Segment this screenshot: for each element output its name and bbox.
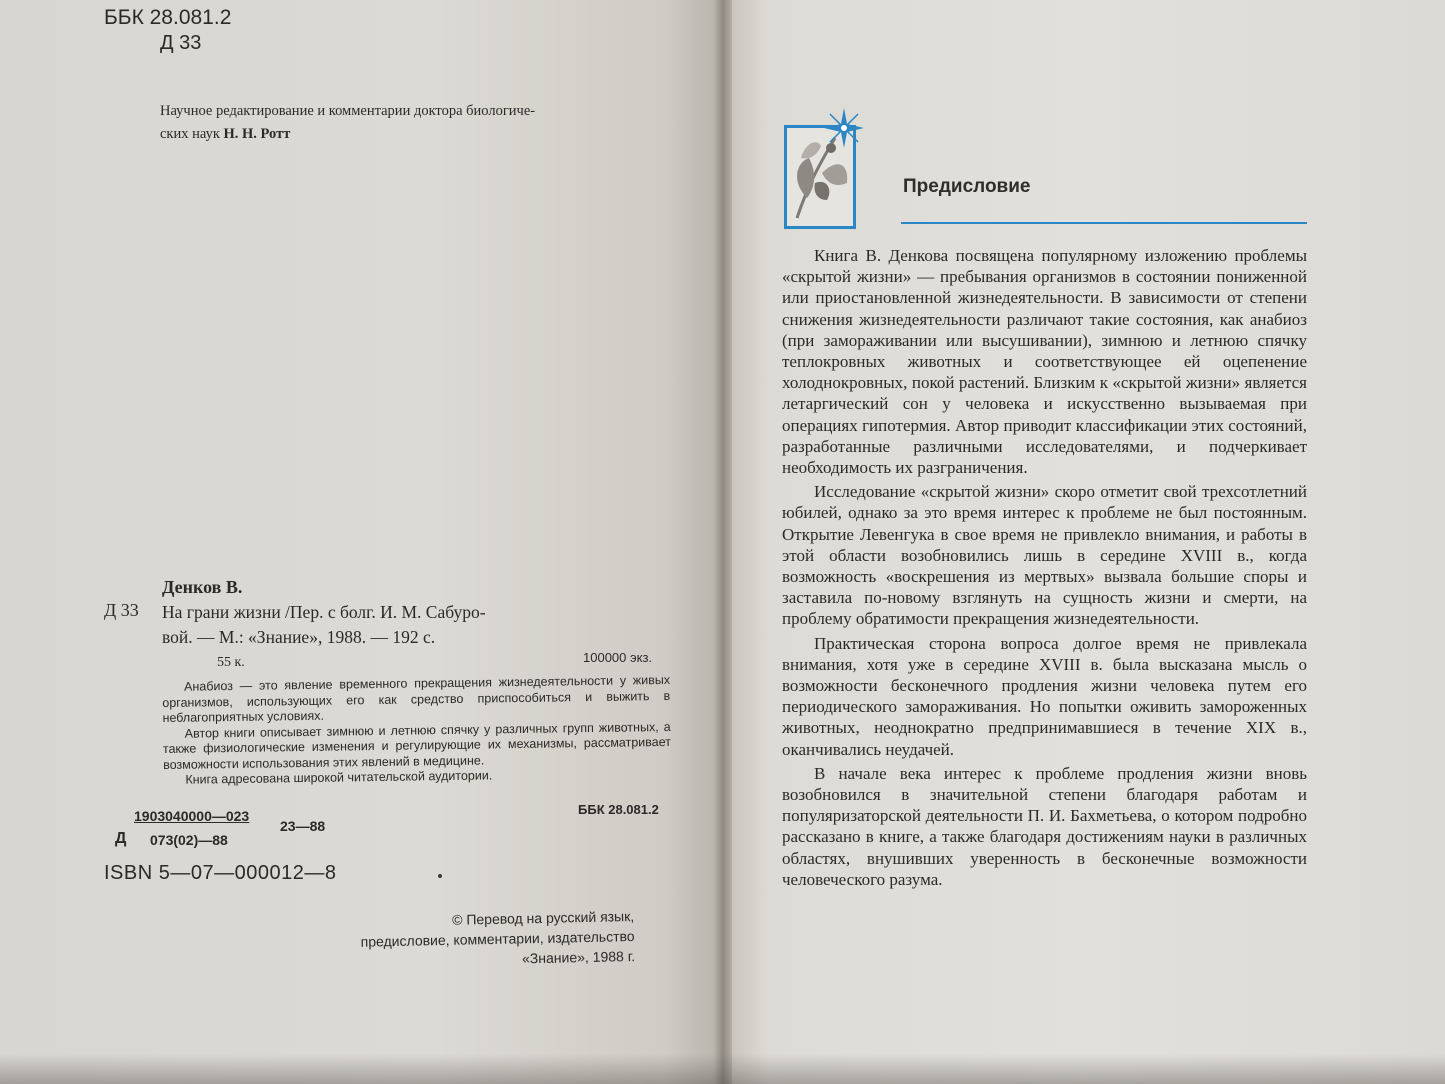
foreword-body	[782, 245, 1307, 893]
index-code-top: Д 33	[160, 32, 202, 54]
card-title-line1: На грани жизни /Пер. с болг. И. М. Сабуро-	[162, 602, 486, 622]
foreword-paragraph: В начале века интерес к проблеме продления жизни вновь возобновился в значительной степени благодаря работам и популяризаторской деятельности П. И. Бахметьева, о котором подробно рассказано в книге, а также благодаря достижениям науки в различных областях, внушивших уверенность в бесконечные возможности человеческого разума.	[782, 763, 1307, 889]
card-code-numerator: 1903040000—023	[134, 808, 250, 824]
foreword-paragraph: Исследование «скрытой жизни» скоро отметит свой трехсотлетний юбилей, однако за это время интерес к проблеме не был постоянным. Открытие Левенгука в свое время не привлекло внимания, и работы в этой области возобновились лишь в середине XVIII в., когда возможность «воскрешения из мертвых» вызвала большие споры и заставила по-новому взглянуть на сущность жизни и смерти, на проблему обратимости прекращения жизнедеятельности.	[782, 482, 1307, 629]
card-title	[162, 600, 486, 650]
card-copies: 100000 экз.	[583, 650, 653, 665]
editor-credit-prefix: ских наук	[160, 126, 224, 142]
card-annotation	[162, 673, 671, 789]
sparkle-star-icon	[822, 106, 866, 150]
card-index: Д 33	[104, 600, 139, 620]
card-price: 55 к.	[217, 655, 245, 670]
table-shadow	[0, 1054, 1445, 1084]
copyright-line1: © Перевод на русский язык,	[451, 907, 635, 928]
annotation-paragraph: Анабиоз — это явление временного прекращения жизнедеятельности у живых организмов, использующих его как средство приспособиться и выжить в неблагоприятных условиях.	[162, 672, 671, 725]
print-speck	[438, 874, 442, 878]
card-code-letter: Д	[115, 830, 127, 847]
card-code-suffix: 23—88	[280, 818, 326, 834]
copyright-notice	[360, 906, 635, 972]
foreword-paragraph: Практическая сторона вопроса долгое время не привлекала внимания, хотя уже в середине XVIII в. была высказана мысль о возможности бесконечного продления жизни человека путем его периодического замораживания. Но попытки оживить замороженных животных, неоднократно предпринимавшиеся в течение XIX в., оканчивались неудачей.	[782, 633, 1307, 759]
left-page	[0, 0, 722, 1084]
editor-credit	[160, 100, 535, 146]
editor-credit-line1: Научное редактирование и комментарии доктора биологиче-	[160, 103, 536, 119]
heading-rule	[901, 222, 1307, 224]
book-spine	[714, 0, 732, 1084]
copyright-line3: «Знание», 1988 г.	[521, 947, 636, 967]
editor-name: Н. Н. Ротт	[223, 126, 291, 142]
bbk-code-top: ББК 28.081.2	[104, 6, 232, 29]
foreword-paragraph: Книга В. Денкова посвящена популярному изложению проблемы «скрытой жизни» — пребывания организмов в состоянии пониженной или приостановленной жизнедеятельности. В зависимости от степени снижения жизнедеятельности различают такие состояния, как анабиоз (при замораживании или высушивании), зимнюю и летнюю спячку теплокровных животных и соответствующее ей оцепенение холоднокровных, покой растений. Близким к «скрытой жизни» является летаргический сон у человека и искусственно вызываемая при операциях гипотермия. Автор приводит классификации этих состояний, разработанные различными исследователями, и подчеркивает необходимость их разграничения.	[782, 246, 1307, 478]
card-author: Денков В.	[162, 577, 243, 597]
editor-credit-line2	[160, 123, 535, 146]
isbn: ISBN 5—07—000012—8	[104, 862, 337, 884]
card-bbk: ББК 28.081.2	[578, 802, 659, 817]
annotation-paragraph: Книга адресована широкой читательской аудитории.	[185, 768, 493, 787]
chapter-heading: Предисловие	[903, 176, 1031, 197]
annotation-paragraph: Автор книги описывает зимнюю и летнюю спячку у различных групп животных, а также физиологические изменения и регулирующие их механизмы, рассматривает возможности использования этих явлений в медицине.	[162, 719, 672, 772]
copyright-line2: предисловие, комментарии, издательство	[360, 927, 635, 950]
card-code-denominator: 073(02)—88	[150, 832, 228, 848]
card-title-line2: вой. — М.: «Знание», 1988. — 192 с.	[162, 627, 436, 647]
